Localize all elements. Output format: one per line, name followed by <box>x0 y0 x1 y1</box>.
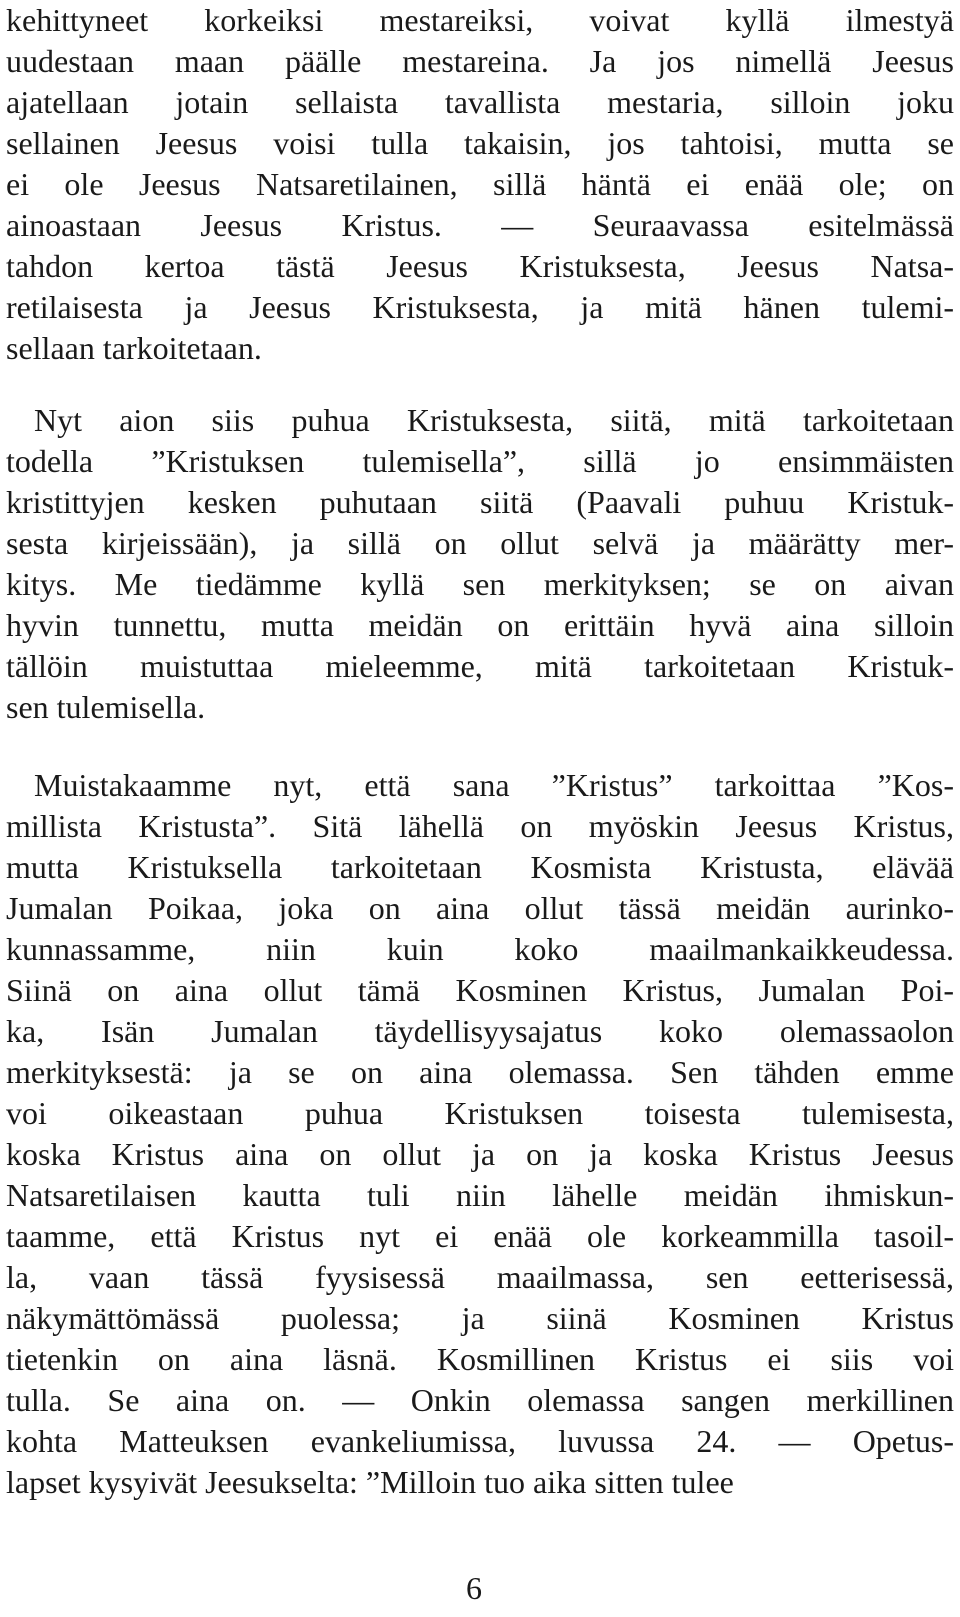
text-line: kitys. Me tiedämme kyllä sen merkityksen; se on aivan <box>6 566 954 602</box>
text-line: lapset kysyivät Jeesukselta: ”Milloin tuo aika sitten tulee <box>6 1464 734 1500</box>
text-line: sen tulemisella. <box>6 689 206 725</box>
text-line: millista Kristusta”. Sitä lähellä on myöskin Jeesus Kristus, <box>6 808 954 844</box>
text-line: Jumalan Poikaa, joka on aina ollut tässä meidän aurinko- <box>6 890 954 926</box>
text-line: Natsaretilaisen kautta tuli niin lähelle meidän ihmiskun- <box>6 1177 954 1213</box>
text-line: kohta Matteuksen evankeliumissa, luvussa 24. — Opetus- <box>6 1423 954 1459</box>
paragraph-2 <box>6 400 954 728</box>
text-line: mutta Kristuksella tarkoitetaan Kosmista Kristusta, elävää <box>6 849 954 885</box>
text-line: ei ole Jeesus Natsaretilainen, sillä häntä ei enää ole; on <box>6 166 954 202</box>
page-number: 6 <box>466 1570 482 1606</box>
text-line: hyvin tunnettu, mutta meidän on erittäin hyvä aina silloin <box>6 607 954 643</box>
text-line: retilaisesta ja Jeesus Kristuksesta, ja mitä hänen tulemi- <box>6 289 954 325</box>
text-line: tällöin muistuttaa mieleemme, mitä tarkoitetaan Kristuk- <box>6 648 954 684</box>
text-line: ainoastaan Jeesus Kristus. — Seuraavassa esitelmässä <box>6 207 954 243</box>
text-line: ajatellaan jotain sellaista tavallista mestaria, silloin joku <box>6 84 954 120</box>
document-page <box>6 0 954 1617</box>
text-line: la, vaan tässä fyysisessä maailmassa, sen eetterisessä, <box>6 1259 954 1295</box>
text-line: uudestaan maan päälle mestareina. Ja jos nimellä Jeesus <box>6 43 954 79</box>
paragraph-3 <box>6 765 954 1503</box>
text-line: tulla. Se aina on. — Onkin olemassa sangen merkillinen <box>6 1382 954 1418</box>
text-line: Siinä on aina ollut tämä Kosminen Kristus, Jumalan Poi- <box>6 972 954 1008</box>
text-line: sellaan tarkoitetaan. <box>6 330 262 366</box>
text-line: sesta kirjeissään), ja sillä on ollut selvä ja määrätty mer- <box>6 525 954 561</box>
text-line: voi oikeastaan puhua Kristuksen toisesta tulemisesta, <box>6 1095 954 1131</box>
text-line: merkityksestä: ja se on aina olemassa. Sen tähden emme <box>6 1054 954 1090</box>
text-line: koska Kristus aina on ollut ja on ja koska Kristus Jeesus <box>6 1136 954 1172</box>
text-line: ka, Isän Jumalan täydellisyysajatus koko olemassaolon <box>6 1013 954 1049</box>
text-line: sellainen Jeesus voisi tulla takaisin, jos tahtoisi, mutta se <box>6 125 954 161</box>
text-line: tahdon kertoa tästä Jeesus Kristuksesta, Jeesus Natsa- <box>6 248 954 284</box>
text-line: Nyt aion siis puhua Kristuksesta, siitä, mitä tarkoitetaan <box>34 402 954 438</box>
text-line: kehittyneet korkeiksi mestareiksi, voivat kyllä ilmestyä <box>6 2 954 38</box>
text-line: taamme, että Kristus nyt ei enää ole korkeammilla tasoil- <box>6 1218 954 1254</box>
text-line: näkymättömässä puolessa; ja siinä Kosminen Kristus <box>6 1300 954 1336</box>
paragraph-1 <box>6 0 954 369</box>
text-line: kunnassamme, niin kuin koko maailmankaikkeudessa. <box>6 931 954 967</box>
text-line: Muistakaamme nyt, että sana ”Kristus” tarkoittaa ”Kos- <box>34 767 954 803</box>
text-line: kristittyjen kesken puhutaan siitä (Paavali puhuu Kristuk- <box>6 484 954 520</box>
text-line: tietenkin on aina läsnä. Kosmillinen Kristus ei siis voi <box>6 1341 954 1377</box>
text-line: todella ”Kristuksen tulemisella”, sillä jo ensimmäisten <box>6 443 954 479</box>
